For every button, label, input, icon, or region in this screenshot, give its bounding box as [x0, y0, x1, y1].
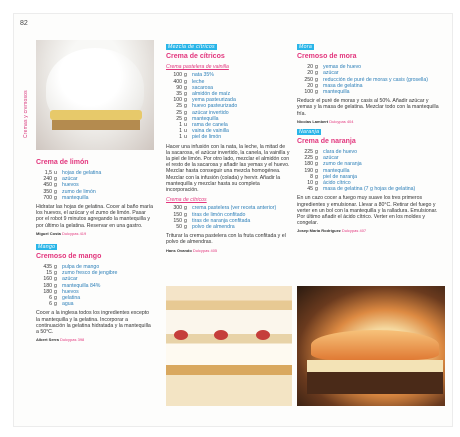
ingredient-unit: g: [54, 264, 57, 271]
ingredient-quantity: 435: [43, 264, 52, 271]
ingredient-unit: g: [54, 270, 57, 277]
section-tag: Mora: [299, 44, 313, 50]
ingredient-quantity: 240: [43, 176, 52, 183]
recipe-title: Cremoso de mora: [297, 53, 357, 61]
ingredient-unit: g: [184, 109, 187, 116]
ingredient-quantity: 6: [49, 295, 52, 302]
source-reference: Dulcypas 419: [62, 230, 87, 236]
ingredient-unit: g: [184, 211, 187, 218]
ingredient-quantity: 10: [307, 180, 313, 187]
section-tag: Mango: [38, 243, 56, 250]
ingredient-name: mantequilla: [62, 194, 89, 201]
ingredient-unit: g: [184, 84, 187, 91]
recipe-title: Cremoso de mango: [36, 253, 102, 261]
ingredient-row: [166, 224, 290, 230]
ingredient-name: azúcar: [62, 176, 78, 183]
recipe-credit: [166, 248, 290, 254]
author-name: Miguel Costa: [36, 230, 61, 236]
ingredient-name: ácido cítrico: [323, 180, 351, 187]
ingredient-name: mantequilla: [323, 89, 350, 96]
ingredient-quantity: 90: [176, 84, 182, 91]
author-name: Nicolas Lambert: [297, 118, 329, 124]
ingredient-name: sacarosa: [192, 84, 214, 91]
ingredient-row: [297, 89, 445, 95]
author-name: Hans Ovando: [166, 247, 192, 253]
ingredient-name: nata 35%: [192, 72, 214, 79]
section-tag: Naranja: [299, 128, 320, 135]
ingredient-row: [297, 186, 445, 192]
ingredient-unit: g: [54, 295, 57, 302]
ingredient-quantity: 700: [43, 194, 52, 201]
ingredient-unit: g: [315, 173, 318, 180]
ingredient-quantity: 1: [179, 122, 182, 129]
ingredient-name: leche: [192, 78, 205, 85]
recipe-instructions: Reducir el puré de moras y casis al 50%. Añadir azúcar y yemas y la masa de gelatina. Mezclar todo con la mantequilla fría.: [297, 98, 439, 117]
column-2: [166, 44, 290, 254]
ingredient-name: masa de gelatina: [323, 82, 363, 89]
recipe-credit: [36, 337, 154, 343]
subrecipe-title: Crema pastelera de vainilla: [166, 64, 229, 71]
ingredient-name: piel de limón: [192, 134, 222, 141]
ingredient-unit: g: [315, 186, 318, 193]
ingredient-name: azúcar invertido: [192, 109, 229, 116]
ingredient-quantity: 6: [49, 301, 52, 308]
ingredient-name: piel de naranja: [323, 173, 358, 180]
ingredient-unit: g: [54, 301, 57, 308]
ingredient-quantity: 100: [304, 89, 313, 96]
recipe-credit: [297, 228, 445, 234]
recipe-instructions: Hacer una infusión con la nata, la leche, la mitad de la sacarosa, el azúcar invertido, la canela, la vainilla y la piel de limón. Por otro lado, mezclar el almidón con el resto de la sacarosa y añadir las yemas y el huevo. Mezclar hasta conseguir una mezcla homogénea. Mezclar con la infusión (colada) y hervir. Añadir la mantequilla y mezclar hasta su completa incorporación.: [166, 143, 290, 194]
recipe-title: Crema de cítricos: [166, 53, 225, 61]
ingredient-unit: g: [315, 64, 318, 71]
ingredient-unit: g: [315, 82, 318, 89]
ingredient-unit: g: [315, 180, 318, 187]
ingredient-quantity: 15: [46, 270, 52, 277]
column-3: [297, 44, 445, 234]
ingredient-unit: g: [315, 161, 318, 168]
ingredient-quantity: 20: [307, 70, 313, 77]
recipe-credit: [36, 231, 154, 237]
ingredient-name: polvo de almendra: [192, 224, 235, 231]
lemon-cream-dessert-photo: [36, 40, 154, 150]
recipe-instructions: Hidratar las hojas de gelatina. Cocer al baño maría los huevos, el azúcar y el zumo de limón. Pasar por el robot 9 minutos agregando la mantequilla y por último la gelatina. Reservar en una gastro.: [36, 204, 154, 229]
ingredient-quantity: 150: [173, 217, 182, 224]
ingredient-unit: g: [54, 182, 57, 189]
ingredient-quantity: 100: [173, 72, 182, 79]
ingredient-name: clara de huevo: [323, 149, 358, 156]
column-1: [36, 156, 154, 343]
ingredient-unit: g: [315, 70, 318, 77]
ingredient-quantity: 300: [173, 205, 182, 212]
ingredient-unit: u: [184, 134, 187, 141]
ingredient-quantity: 35: [176, 91, 182, 98]
ingredient-name: reducción de puré de moras y casis (grosella): [323, 76, 428, 83]
ingredient-unit: g: [54, 176, 57, 183]
ingredient-unit: g: [315, 89, 318, 96]
ingredient-name: zumo de naranja: [323, 161, 362, 168]
ingredient-quantity: 180: [43, 282, 52, 289]
ingredient-unit: g: [315, 155, 318, 162]
ingredient-name: mantequilla 84%: [62, 282, 101, 289]
ingredient-name: azúcar: [323, 155, 339, 162]
ingredient-list: [166, 205, 290, 230]
ingredient-list: [297, 64, 445, 95]
ingredient-list: [36, 264, 154, 307]
ingredient-quantity: 225: [304, 155, 313, 162]
ingredient-unit: u: [184, 122, 187, 129]
source-reference: Dulcypas 398: [60, 337, 85, 343]
ingredient-quantity: 25: [176, 109, 182, 116]
source-reference: Dulcypas 404: [329, 118, 354, 124]
ingredient-unit: g: [184, 224, 187, 231]
recipe-instructions: Cocer a la inglesa todos los ingredientes excepto la mantequilla y la gelatina. Incorporar a continuación la gelatina hidratada y la mantequilla a 50°C.: [36, 310, 151, 336]
page-number: 82: [20, 20, 28, 27]
ingredient-quantity: 225: [304, 149, 313, 156]
ingredient-unit: u: [54, 170, 57, 176]
source-reference: Dulcypas 405: [192, 247, 218, 253]
ingredient-name: azúcar: [323, 70, 339, 77]
ingredient-unit: g: [184, 103, 187, 110]
ingredient-name: zumo de limón: [62, 188, 96, 195]
ingredient-quantity: 160: [43, 276, 52, 283]
ingredient-unit: g: [54, 188, 57, 195]
ingredient-name: masa de gelatina (7 g hojas de gelatina): [323, 186, 416, 193]
ingredient-name: tiras de naranja confitada: [192, 217, 251, 224]
ingredient-unit: g: [54, 288, 57, 295]
ingredient-unit: g: [315, 76, 318, 83]
ingredient-quantity: 25: [176, 103, 182, 110]
ingredient-unit: u: [184, 128, 187, 135]
ingredient-name: vaina de vainilla: [192, 128, 229, 135]
ingredient-quantity: 45: [307, 186, 313, 193]
ingredient-name: crema pastelera (ver receta anterior): [192, 205, 277, 212]
ingredient-quantity: 20: [307, 82, 313, 89]
ingredient-unit: g: [184, 115, 187, 122]
ingredient-name: zumo fresco de jengibre: [62, 270, 118, 277]
recipe-instructions: Triturar la crema pastelera con la fruta confitada y el polvo de almendras.: [166, 233, 286, 246]
ingredient-quantity: 1: [179, 128, 182, 135]
ingredient-quantity: 25: [176, 115, 182, 122]
ingredient-unit: g: [184, 91, 187, 98]
ingredient-unit: g: [54, 276, 57, 283]
ingredient-unit: g: [315, 149, 318, 156]
orange-cream-dessert-photo: [297, 286, 445, 406]
ingredient-name: huevo pasteurizado: [192, 103, 238, 110]
recipe-credit: [297, 119, 445, 125]
section-tag: Mezcla de cítricos: [168, 44, 215, 50]
ingredient-quantity: 350: [43, 188, 52, 195]
ingredient-name: mantequilla: [192, 115, 219, 122]
source-reference: Dulcypas 407: [341, 228, 367, 234]
ingredient-quantity: 400: [173, 78, 182, 85]
ingredient-unit: g: [54, 194, 57, 201]
ingredient-unit: g: [184, 72, 187, 79]
author-name: Albert Serra: [36, 337, 59, 343]
ingredient-quantity: 1,5: [44, 170, 52, 176]
ingredient-list: [166, 72, 290, 140]
ingredient-quantity: 190: [304, 167, 313, 174]
ingredient-name: tiras de limón confitado: [192, 211, 246, 218]
recipe-title: Crema de limón: [36, 159, 89, 166]
ingredient-name: huevos: [62, 182, 79, 189]
ingredient-name: hojas de gelatina: [62, 170, 102, 176]
ingredient-name: rama de canela: [192, 122, 228, 129]
ingredient-quantity: 20: [307, 64, 313, 71]
ingredient-name: huevos: [62, 288, 79, 295]
ingredient-unit: g: [184, 217, 187, 224]
ingredient-name: almidón de maíz: [192, 91, 231, 98]
subrecipe-title: Crema de cítricos: [166, 197, 207, 204]
ingredient-name: pulpa de mango: [62, 264, 100, 271]
ingredient-quantity: 150: [173, 211, 182, 218]
ingredient-name: gelatina: [62, 295, 81, 302]
ingredient-quantity: 180: [304, 161, 313, 168]
ingredient-row: [36, 195, 154, 201]
ingredient-quantity: 50: [176, 224, 182, 231]
author-name: Josep Maria Rodríguez: [297, 228, 341, 234]
ingredient-name: agua: [62, 301, 74, 308]
ingredient-name: mantequilla: [323, 167, 350, 174]
ingredient-name: azúcar: [62, 276, 78, 283]
ingredient-name: yema pasteurizada: [192, 97, 236, 104]
ingredient-quantity: 8: [310, 173, 313, 180]
citrus-cream-pastry-photo: [166, 286, 292, 406]
recipe-instructions: En un cazo cocer a fuego muy suave los tres primeros ingredientes y emulsionar. Llevar a 80°C. Retirar del fuego y verter en un bol con la mantequilla y la ralladura. Emulsionar. Por último añadir el ácido cítrico. Verter en los moldes y congelar.: [297, 195, 438, 227]
ingredient-quantity: 250: [304, 76, 313, 83]
ingredient-list: [297, 149, 445, 192]
ingredient-unit: g: [315, 167, 318, 174]
ingredient-quantity: 100: [173, 97, 182, 104]
ingredient-row: [36, 301, 154, 307]
recipe-title: Crema de naranja: [297, 138, 356, 146]
ingredient-row: [166, 134, 290, 140]
ingredient-unit: g: [184, 97, 187, 104]
ingredient-list: [36, 170, 154, 201]
ingredient-quantity: 450: [43, 182, 52, 189]
section-side-label: Cremas y cremosos: [23, 90, 29, 138]
ingredient-unit: g: [54, 282, 57, 289]
ingredient-unit: g: [184, 78, 187, 85]
ingredient-unit: g: [184, 205, 187, 212]
ingredient-name: yemas de huevo: [323, 64, 362, 71]
ingredient-quantity: 1: [179, 134, 182, 141]
ingredient-quantity: 180: [43, 288, 52, 295]
